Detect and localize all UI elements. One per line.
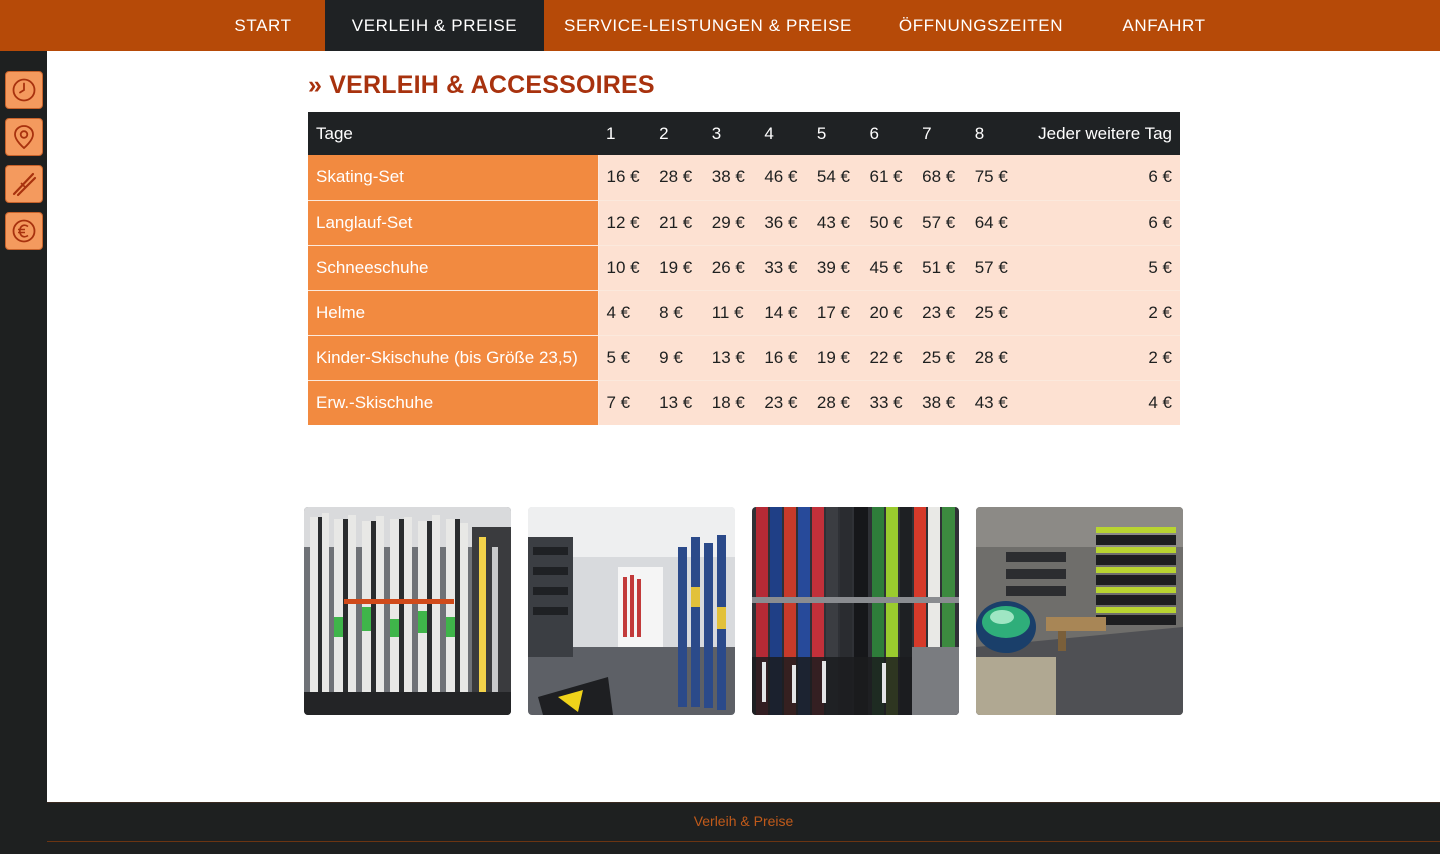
item-name-cell: Skating-Set — [308, 155, 598, 200]
price-cell: 14 € — [756, 290, 809, 335]
price-cell: 51 € — [914, 245, 967, 290]
price-cell: 23 € — [914, 290, 967, 335]
price-cell: 57 € — [914, 200, 967, 245]
price-table — [308, 112, 1180, 425]
directions-button[interactable] — [5, 118, 43, 156]
price-cell: 12 € — [598, 200, 651, 245]
price-cell: 38 € — [704, 155, 757, 200]
table-row — [308, 155, 1180, 200]
price-cell: 21 € — [651, 200, 704, 245]
column-header-tage: Tage — [308, 112, 598, 155]
prices-button[interactable] — [5, 212, 43, 250]
column-header-day: 1 — [598, 112, 651, 155]
price-cell: 16 € — [598, 155, 651, 200]
price-cell: 7 € — [598, 380, 651, 425]
price-cell: 13 € — [651, 380, 704, 425]
price-cell: 29 € — [704, 200, 757, 245]
price-cell: 19 € — [809, 335, 862, 380]
price-cell: 33 € — [756, 245, 809, 290]
price-cell: 26 € — [704, 245, 757, 290]
price-cell: 25 € — [914, 335, 967, 380]
item-name-cell: Erw.-Skischuhe — [308, 380, 598, 425]
nav-item-anfahrt[interactable]: ANFAHRT — [1122, 16, 1206, 35]
price-cell: 18 € — [704, 380, 757, 425]
price-cell: 57 € — [967, 245, 1020, 290]
extra-day-price-cell: 6 € — [1019, 200, 1180, 245]
footer — [47, 802, 1440, 854]
table-row — [308, 245, 1180, 290]
opening-hours-button[interactable] — [5, 71, 43, 109]
price-cell: 28 € — [967, 335, 1020, 380]
ski-display-photo — [752, 507, 959, 715]
price-cell: 11 € — [704, 290, 757, 335]
boot-room-photo — [976, 507, 1183, 715]
price-cell: 43 € — [967, 380, 1020, 425]
price-cell: 39 € — [809, 245, 862, 290]
price-cell: 64 € — [967, 200, 1020, 245]
ski-rack-photo — [304, 507, 511, 715]
item-name-cell: Helme — [308, 290, 598, 335]
price-cell: 54 € — [809, 155, 862, 200]
item-name-cell: Langlauf-Set — [308, 200, 598, 245]
price-cell: 4 € — [598, 290, 651, 335]
column-header-day: 8 — [967, 112, 1020, 155]
table-header-row — [308, 112, 1180, 155]
extra-day-price-cell: 5 € — [1019, 245, 1180, 290]
price-cell: 43 € — [809, 200, 862, 245]
column-header-extra-day: Jeder weitere Tag — [1019, 112, 1180, 155]
price-cell: 28 € — [651, 155, 704, 200]
price-cell: 50 € — [862, 200, 915, 245]
column-header-day: 6 — [862, 112, 915, 155]
price-cell: 10 € — [598, 245, 651, 290]
column-header-day: 5 — [809, 112, 862, 155]
shop-interior-photo — [528, 507, 735, 715]
clock-icon — [10, 76, 38, 104]
nav-item-oeffnungszeiten[interactable]: ÖFFNUNGSZEITEN — [898, 16, 1064, 35]
price-cell: 5 € — [598, 335, 651, 380]
price-cell: 13 € — [704, 335, 757, 380]
price-cell: 28 € — [809, 380, 862, 425]
table-row — [308, 335, 1180, 380]
gallery-photo-1[interactable] — [304, 507, 511, 715]
gallery-photo-2[interactable] — [528, 507, 735, 715]
price-cell: 9 € — [651, 335, 704, 380]
price-cell: 75 € — [967, 155, 1020, 200]
column-header-day: 7 — [914, 112, 967, 155]
footer-link-verleih-preise[interactable]: Verleih & Preise — [693, 813, 794, 829]
column-header-day: 4 — [756, 112, 809, 155]
gallery-photo-4[interactable] — [976, 507, 1183, 715]
price-cell: 61 € — [862, 155, 915, 200]
main-content — [47, 51, 1440, 802]
page-title: » VERLEIH & ACCESSOIRES — [308, 71, 655, 99]
extra-day-price-cell: 2 € — [1019, 335, 1180, 380]
gallery-photo-3[interactable] — [752, 507, 959, 715]
price-cell: 8 € — [651, 290, 704, 335]
price-cell: 23 € — [756, 380, 809, 425]
photo-gallery — [304, 507, 1184, 715]
price-cell: 16 € — [756, 335, 809, 380]
extra-day-price-cell: 6 € — [1019, 155, 1180, 200]
skis-icon — [10, 170, 38, 198]
item-name-cell: Kinder-Skischuhe (bis Größe 23,5) — [308, 335, 598, 380]
price-cell: 36 € — [756, 200, 809, 245]
table-row — [308, 290, 1180, 335]
table-row — [308, 380, 1180, 425]
price-cell: 22 € — [862, 335, 915, 380]
price-cell: 17 € — [809, 290, 862, 335]
price-cell: 38 € — [914, 380, 967, 425]
price-cell: 46 € — [756, 155, 809, 200]
nav-item-start[interactable]: START — [234, 16, 292, 35]
rental-button[interactable] — [5, 165, 43, 203]
table-row — [308, 200, 1180, 245]
extra-day-price-cell: 2 € — [1019, 290, 1180, 335]
euro-icon — [10, 217, 38, 245]
location-pin-icon — [10, 123, 38, 151]
price-cell: 68 € — [914, 155, 967, 200]
item-name-cell: Schneeschuhe — [308, 245, 598, 290]
column-header-day: 2 — [651, 112, 704, 155]
column-header-day: 3 — [704, 112, 757, 155]
price-cell: 19 € — [651, 245, 704, 290]
price-cell: 33 € — [862, 380, 915, 425]
footer-divider — [47, 841, 1440, 842]
price-cell: 20 € — [862, 290, 915, 335]
quick-links-sidebar — [0, 51, 47, 854]
extra-day-price-cell: 4 € — [1019, 380, 1180, 425]
price-cell: 25 € — [967, 290, 1020, 335]
nav-item-service-leistungen[interactable]: SERVICE-LEISTUNGEN & PREISE — [564, 16, 852, 35]
nav-item-verleih-preise[interactable]: VERLEIH & PREISE — [325, 0, 544, 51]
top-navigation — [0, 0, 1440, 51]
price-cell: 45 € — [862, 245, 915, 290]
